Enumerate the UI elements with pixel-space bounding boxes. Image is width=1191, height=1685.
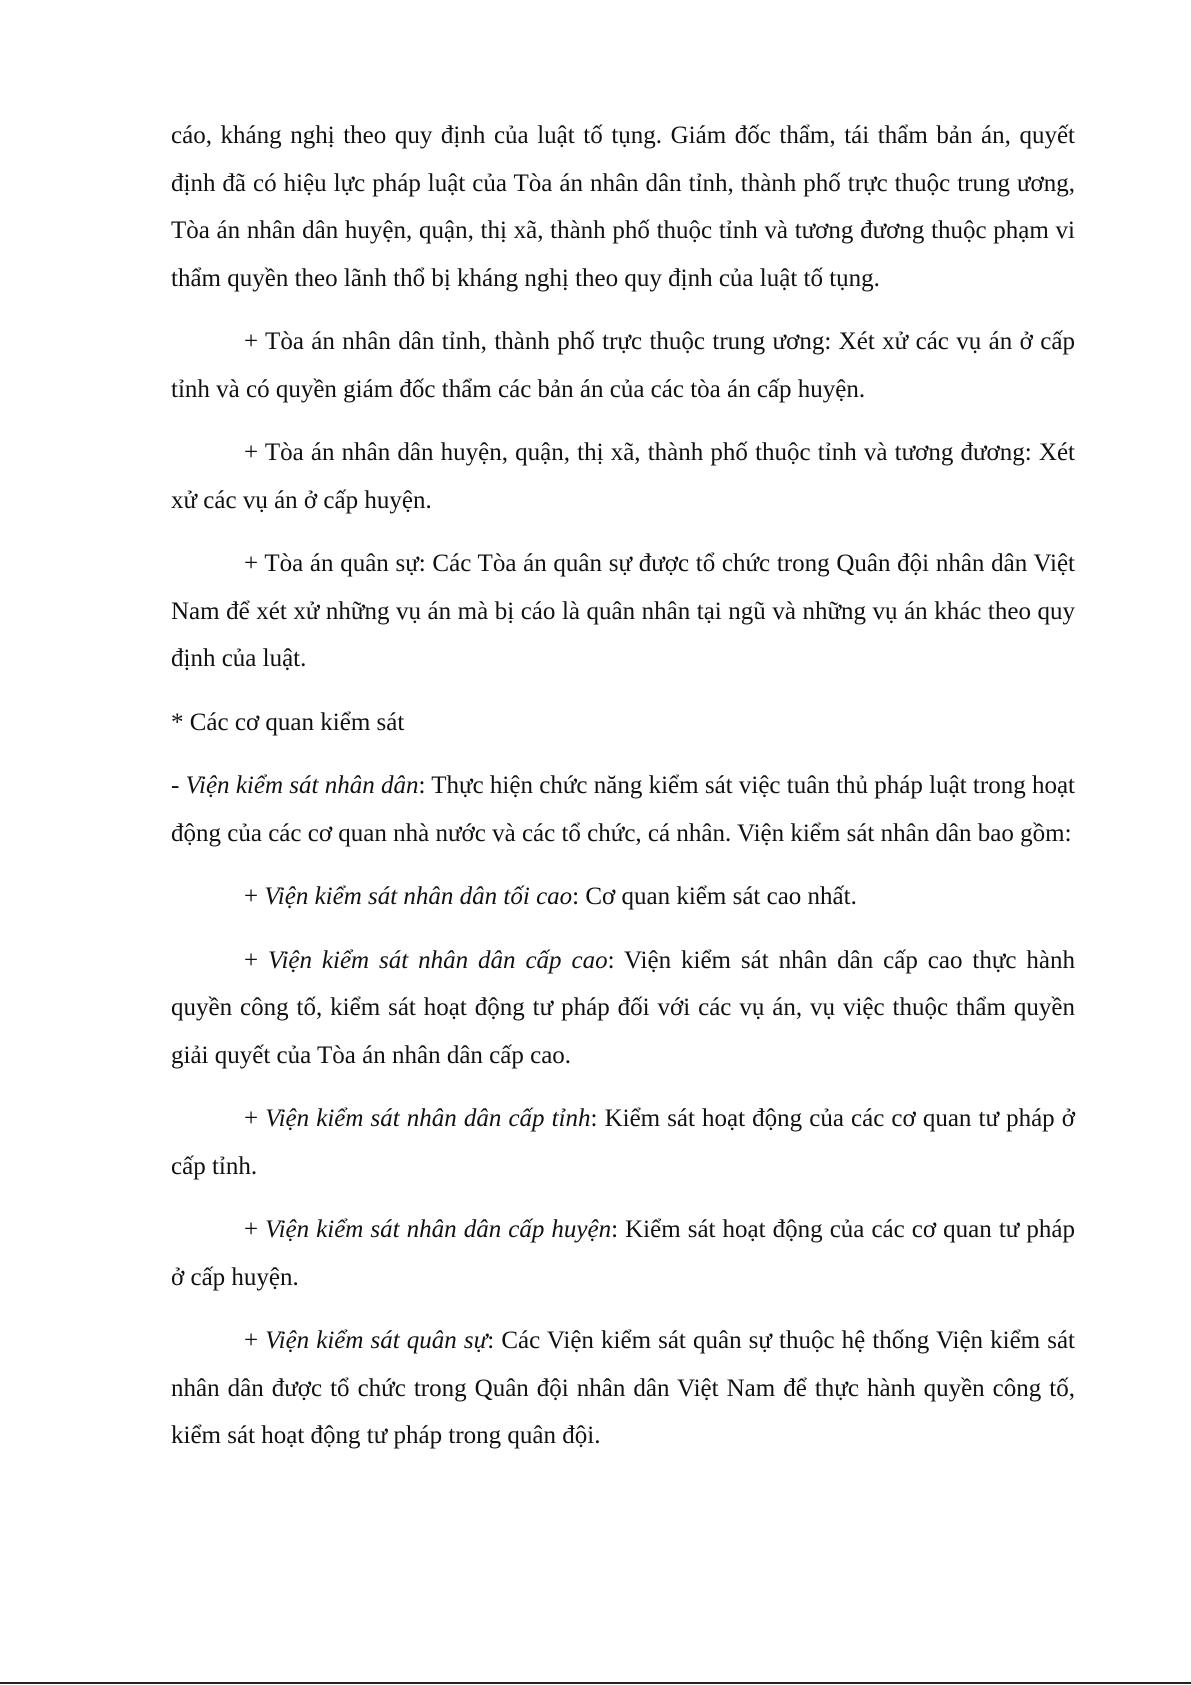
term-italic: Viện kiểm sát nhân dân tối cao [264,883,573,910]
paragraph-district-procuracy [171,1206,1075,1301]
document-body [171,112,1075,1460]
description: : Các Viện kiểm sát quân sự thuộc hệ thống Viện kiểm sát nhân dân được tổ chức trong Quân đội nhân dân Việt Nam để thực hành quyền công tố, kiểm sát hoạt động tư pháp trong quân đội. [171,1327,1075,1449]
paragraph-continuation: cáo, kháng nghị theo quy định của luật tố tụng. Giám đốc thẩm, tái thẩm bản án, quyết định đã có hiệu lực pháp luật của Tòa án nhân dân tỉnh, thành phố trực thuộc trung ương, Tòa án nhân dân huyện, quận, thị xã, thành phố thuộc tỉnh và tương đương thuộc phạm vi thẩm quyền theo lãnh thổ bị kháng nghị theo quy định của luật tố tụng. [171,122,1075,292]
paragraph-provincial-court: + Tòa án nhân dân tỉnh, thành phố trực thuộc trung ương: Xét xử các vụ án ở cấp tỉnh và có quyền giám đốc thẩm các bản án của các tòa án cấp huyện. [171,328,1075,403]
term-italic: Viện kiểm sát nhân dân cấp cao [268,946,608,974]
prefix: + [244,946,269,974]
section-heading-procuracy: * Các cơ quan kiểm sát [171,708,405,736]
prefix: + [244,1327,266,1354]
footer-divider [0,1682,1191,1684]
paragraph-military-procuracy [171,1317,1075,1460]
paragraph-peoples-procuracy [171,762,1075,857]
prefix: + [244,883,265,910]
prefix: - [171,772,186,799]
description: : Kiểm sát hoạt động của các cơ quan tư pháp ở cấp tỉnh. [171,1105,1075,1180]
paragraph-provincial-procuracy [171,1095,1075,1190]
term-italic: Viện kiểm sát nhân dân cấp tỉnh [265,1105,591,1132]
term-italic: Viện kiểm sát quân sự [265,1327,488,1354]
term-italic: Viện kiểm sát nhân dân cấp huyện [265,1216,612,1243]
prefix: + [244,1105,266,1132]
paragraph-district-court: + Tòa án nhân dân huyện, quận, thị xã, thành phố thuộc tỉnh và tương đương: Xét xử các vụ án ở cấp huyện. [171,439,1075,514]
description: : Kiểm sát hoạt động của các cơ quan tư pháp ở cấp huyện. [171,1216,1075,1291]
paragraph-high-procuracy [171,937,1075,1080]
description: : Cơ quan kiểm sát cao nhất. [572,883,857,910]
paragraph-military-court: + Tòa án quân sự: Các Tòa án quân sự được tổ chức trong Quân đội nhân dân Việt Nam để xét xử những vụ án mà bị cáo là quân nhân tại ngũ và những vụ án khác theo quy định của luật. [171,550,1075,672]
description: : Thực hiện chức năng kiểm sát việc tuân thủ pháp luật trong hoạt động của các cơ quan nhà nước và các tổ chức, cá nhân. Viện kiểm sát nhân dân bao gồm: [171,772,1075,847]
term-italic: Viện kiểm sát nhân dân [185,772,419,799]
description: : Viện kiểm sát nhân dân cấp cao thực hành quyền công tố, kiểm sát hoạt động tư pháp đối với các vụ án, vụ việc thuộc thẩm quyền giải quyết của Tòa án nhân dân cấp cao. [171,946,1075,1069]
paragraph-supreme-procuracy [171,873,1075,921]
prefix: + [244,1216,266,1243]
